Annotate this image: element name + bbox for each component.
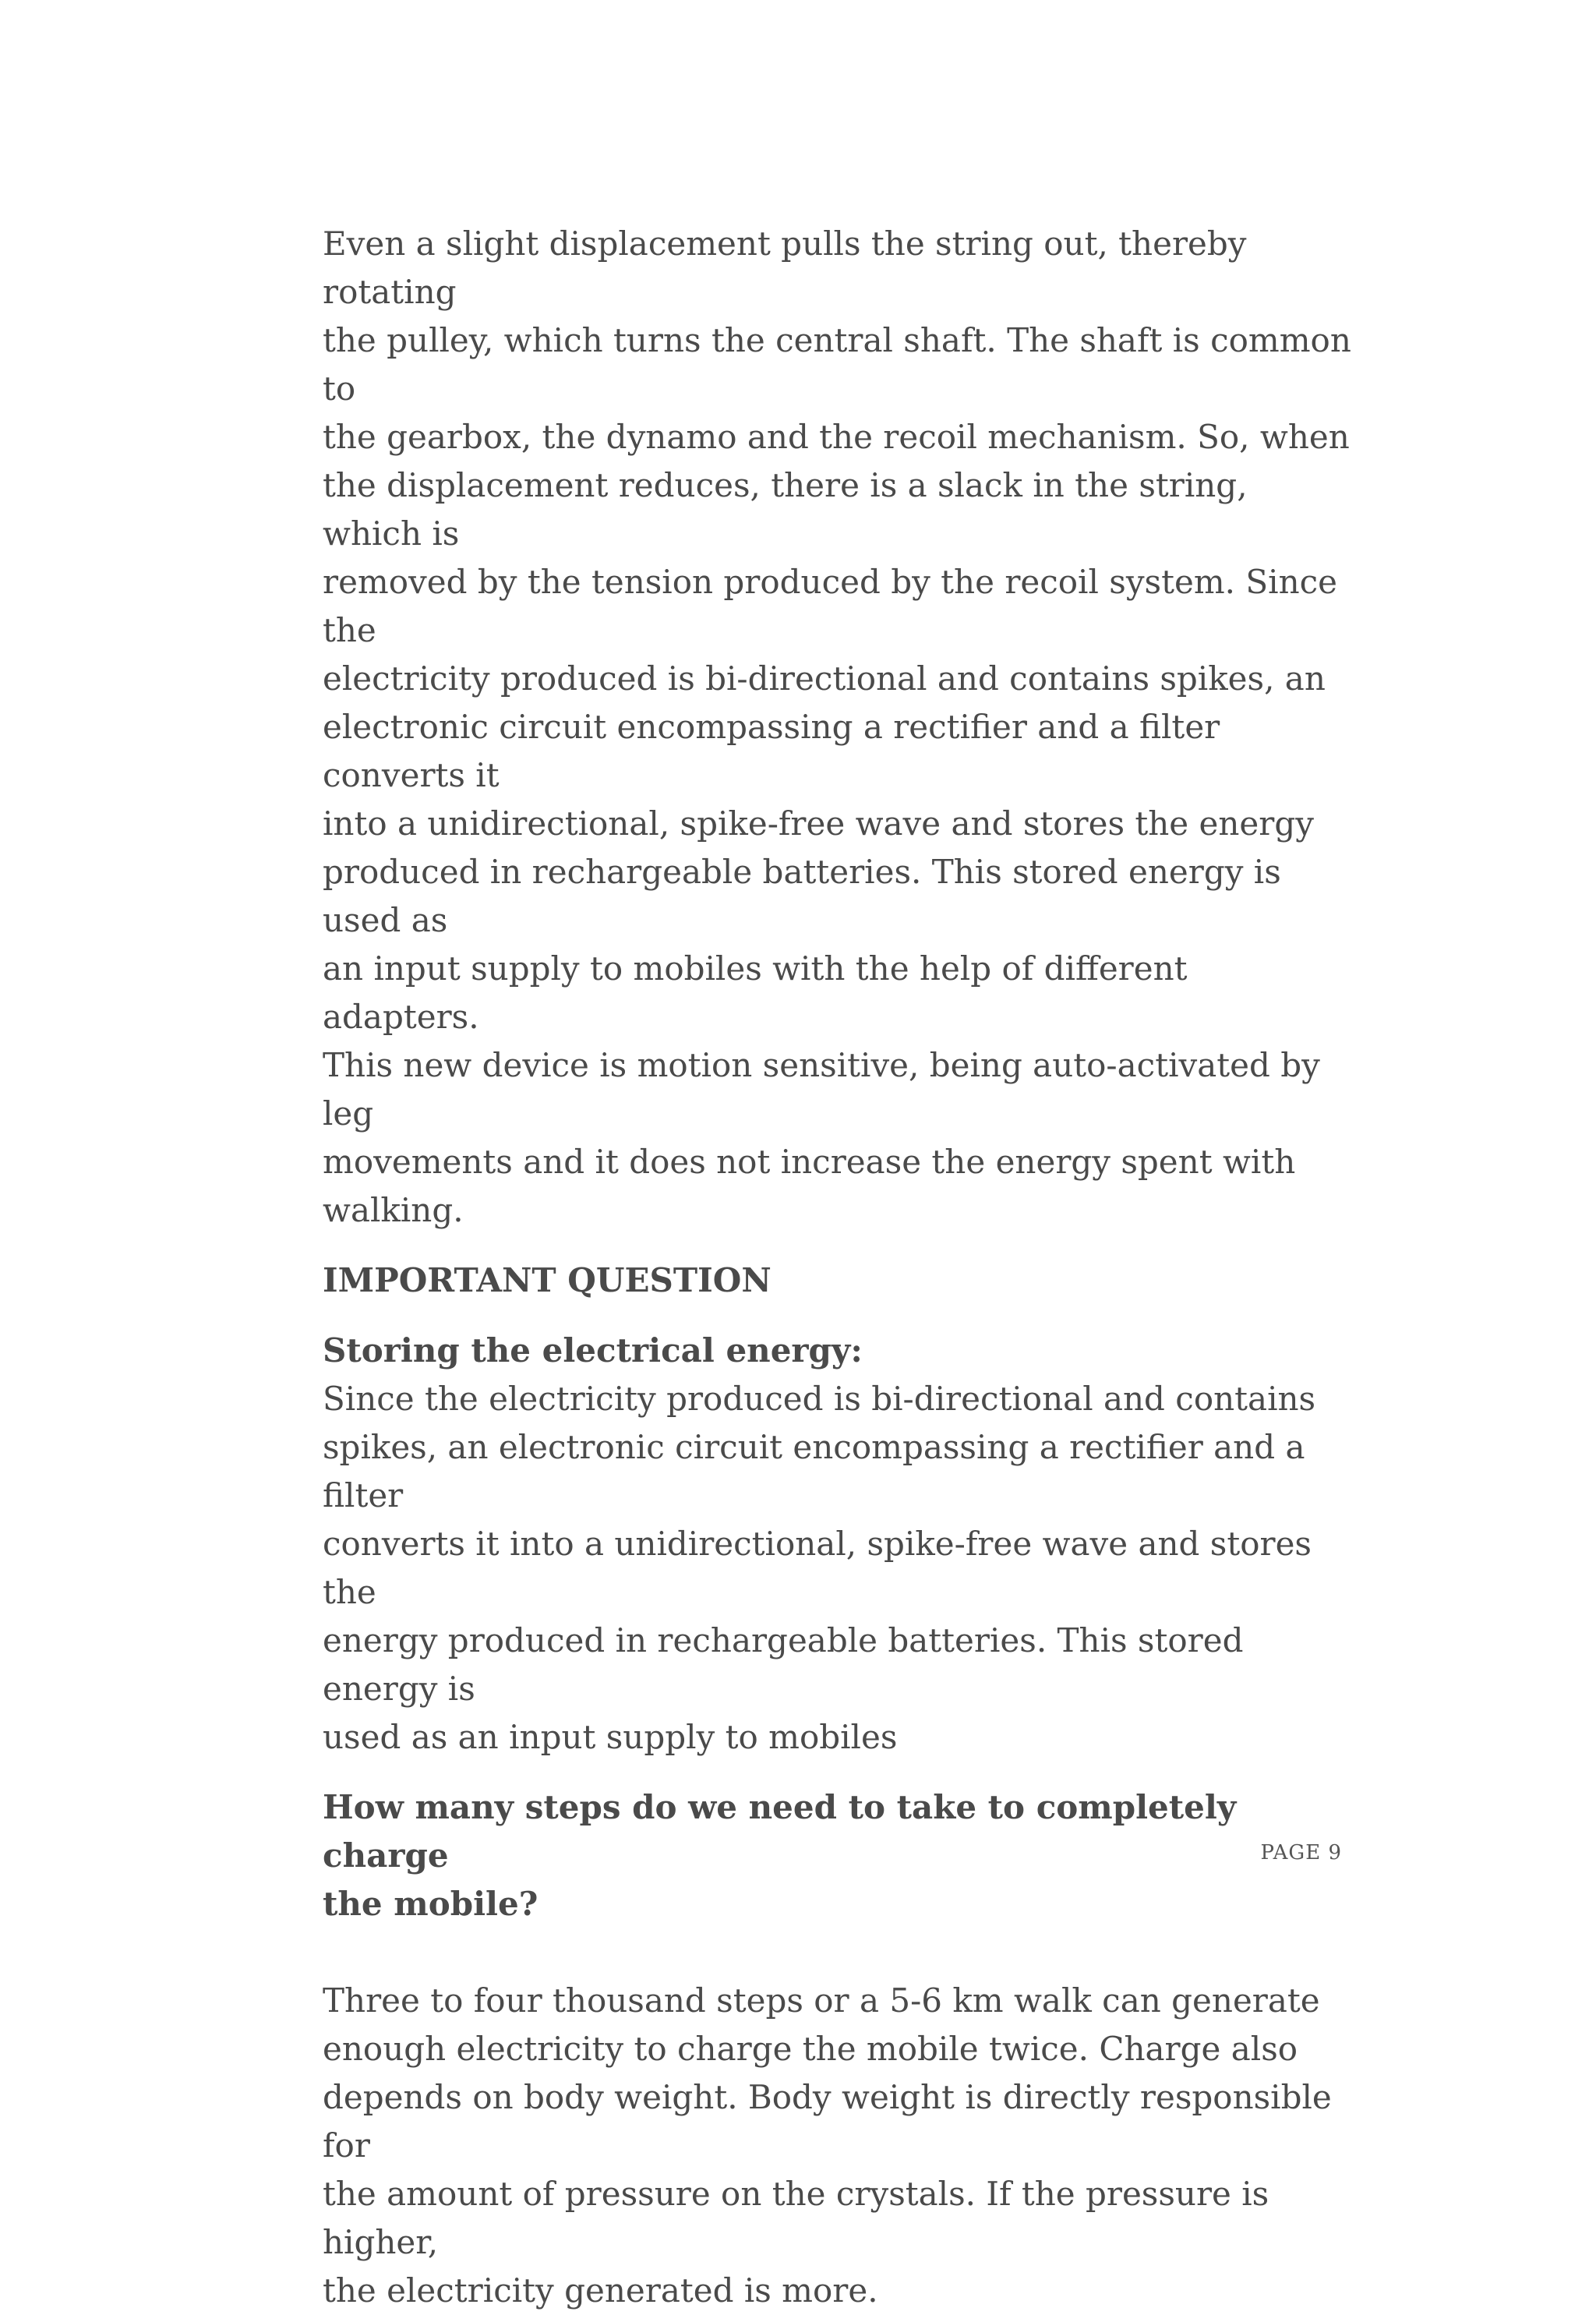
steps-answer-paragraph: Three to four thousand steps or a 5-6 km walk can generate enough electricity to charge the mobile twice. Charge also depends on body weight. Body weight is directly responsible for the amount of pressure on the crystals. If the pressure is higher, the electricity generated is more. bbox=[323, 1981, 1332, 2310]
document-body bbox=[323, 220, 1351, 2315]
page-number: PAGE 9 bbox=[1260, 1841, 1342, 1864]
important-question-heading: IMPORTANT QUESTION bbox=[323, 1261, 772, 1299]
intro-paragraph: Even a slight displacement pulls the string out, thereby rotating the pulley, which turns the central shaft. The shaft is common to the gearbox, the dynamo and the recoil mechanism. So, when the displacement reduces, there is a slack in the string, which is removed by the tension produced by the recoil system. Since the electricity produced is bi-directional and contains spikes, an electronic circuit encompassing a rectifier and a filter converts it into a unidirectional, spike-free wave and stores the energy produced in rechargeable batteries. This stored energy is used as an input supply to mobiles with the help of different adapters. This new device is motion sensitive, being auto-activated by leg movements and it does not increase the energy spent with walking. bbox=[323, 224, 1351, 1229]
storing-energy-heading: Storing the electrical energy: bbox=[323, 1331, 863, 1370]
storing-energy-paragraph: Since the electricity produced is bi-directional and contains spikes, an electronic circuit encompassing a rectifier and a filter converts it into a unidirectional, spike-free wave and stores the energy produced in rechargeable batteries. This stored energy is used as an input supply to mobiles bbox=[323, 1380, 1316, 1756]
steps-question-heading: How many steps do we need to take to completely charge the mobile? bbox=[323, 1788, 1237, 1923]
